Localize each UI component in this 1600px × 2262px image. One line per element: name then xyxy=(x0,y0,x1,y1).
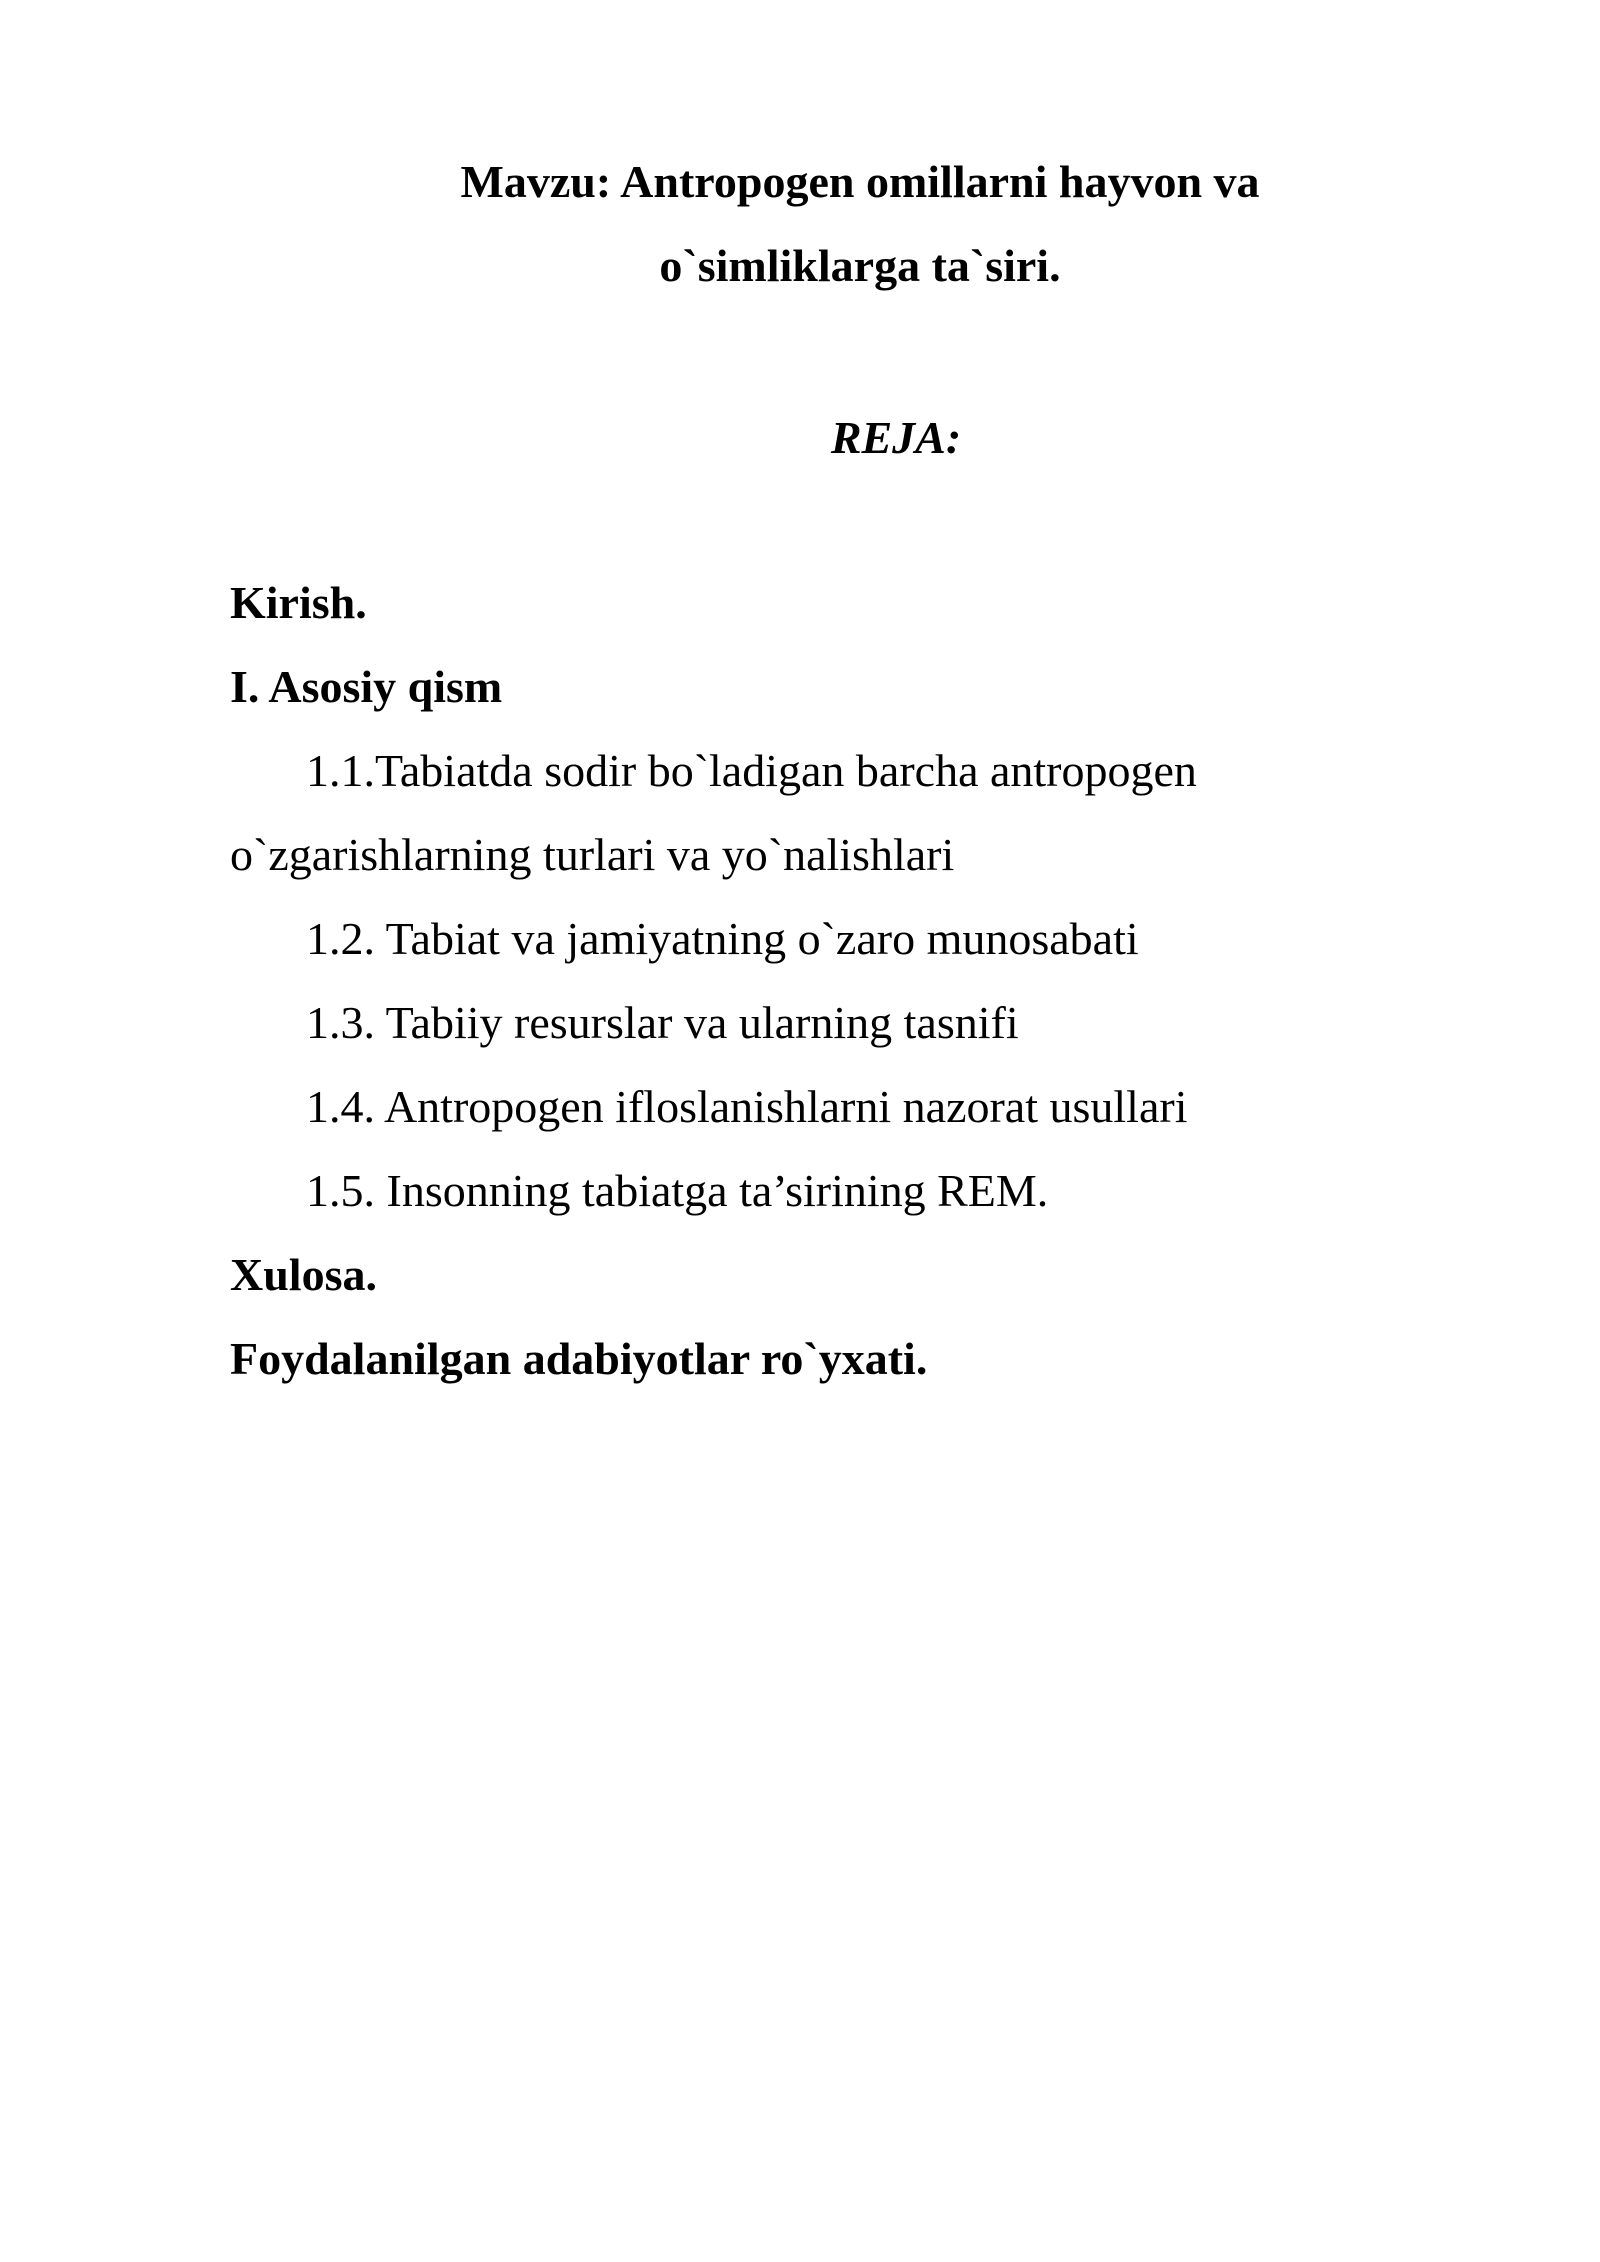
plan-item-1-3: 1.3. Tabiiy resurslar va ularning tasnifi xyxy=(306,997,1019,1048)
plan-item-1-2: 1.2. Tabiat va jamiyatning o`zaro munosabati xyxy=(306,913,1139,964)
plan-item-1-4: 1.4. Antropogen ifloslanishlarni nazorat usullari xyxy=(306,1081,1188,1132)
plan-item-1-1-line-1: 1.1.Tabiatda sodir bo`ladigan barcha antropogen xyxy=(306,745,1197,796)
title-line-2: o`simliklarga ta`siri. xyxy=(659,240,1061,291)
plan-item-intro: Kirish. xyxy=(230,577,367,628)
plan-item-references: Foydalanilgan adabiyotlar ro`yxati. xyxy=(230,1333,928,1384)
title-line-1: Mavzu: Antropogen omillarni hayvon va xyxy=(460,156,1260,207)
plan-heading: REJA: xyxy=(830,412,962,463)
plan-item-1-5: 1.5. Insonning tabiatga ta’sirining REM. xyxy=(306,1165,1049,1216)
plan-item-1-1-line-2: o`zgarishlarning turlari va yo`nalishlari xyxy=(230,829,955,880)
plan-item-conclusion: Xulosa. xyxy=(230,1249,377,1300)
plan-item-main-part: I. Asosiy qism xyxy=(230,661,503,712)
